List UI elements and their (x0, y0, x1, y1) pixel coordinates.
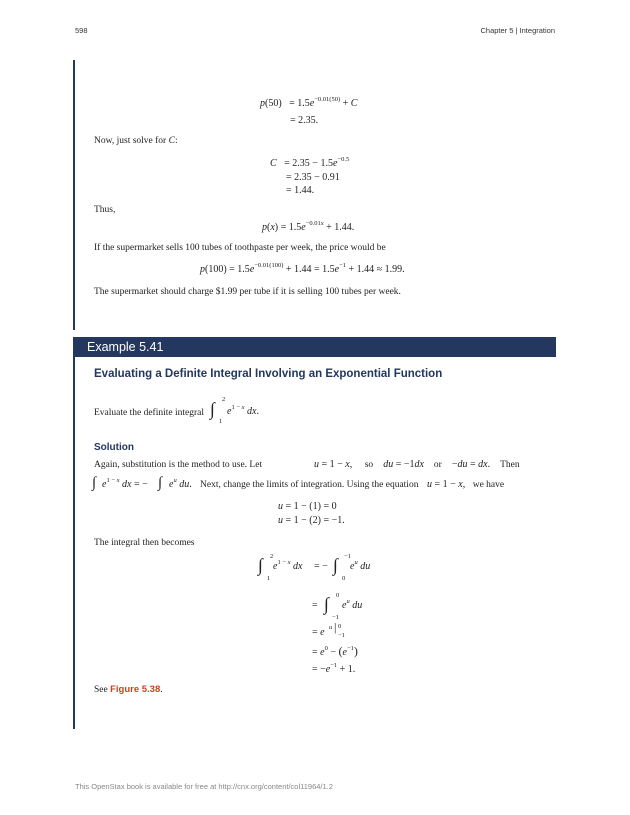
page-number: 598 (75, 26, 88, 35)
solution-line-2-integral: ∫ $e^{1 - x}$ dx = − ∫ $e^u$ du. (92, 475, 192, 491)
solution-line-2: Next, change the limits of integration. Using the equation (200, 480, 419, 490)
figure-link[interactable]: Figure 5.38 (110, 684, 161, 695)
footer-availability: This OpenStax book is available for free at http://cnx.org/content/col11964/1.2 (75, 782, 333, 791)
equation-c-line2: = 2.35 − 0.91 (286, 172, 340, 183)
solution-line-1: Again, substitution is the method to use. Let (94, 460, 263, 470)
integral-prompt: ∫ 2 1 $e^{1 - x}$ dx. (210, 396, 259, 425)
text-thus: Thus, (94, 205, 116, 215)
example-banner (73, 337, 556, 357)
chapter-title: Chapter 5 | Integration (480, 26, 555, 35)
equation-p50-result: = 2.35. (290, 115, 319, 126)
equation-px: $p(x) = 1.5e^{-0.01x} + 1.44$. (262, 220, 355, 233)
equation-u2: u = 1 − (2) = −1. (278, 515, 345, 526)
derivation-line-4: = $e^0 - (e^{-1})$ (312, 644, 358, 658)
text-if-supermarket: If the supermarket sells 100 tubes of toothpaste per week, the price would be (94, 243, 386, 253)
equation-u1: u = 1 − (1) = 0 (278, 501, 337, 512)
text-now-solve: Now, just solve for C: (94, 136, 178, 146)
text-evaluate: Evaluate the definite integral (94, 408, 204, 418)
example-side-bar-top (73, 60, 75, 330)
solution-line-1-math: u = 1 − x, so du = −1dx or −du = dx. Then (314, 459, 520, 470)
derivation-line-5: = $-e^{-1} + 1$. (312, 662, 356, 675)
text-should-charge: The supermarket should charge $1.99 per tube if it is selling 100 tubes per week. (94, 287, 401, 297)
text-see-figure: See Figure 5.38. (94, 684, 163, 695)
derivation-line-1: ∫ 2 1 $e^{1 - x}$ dx = − ∫ −1 0 $e^u$ du (258, 553, 371, 582)
solution-line-2-math: u = 1 − x, we have (427, 479, 505, 490)
derivation-line-2: = ∫ 0 −1 $e^u$ du (312, 592, 363, 621)
equation-p50: $p(50) = 1.5e^{-0.01(50)} + C$ (260, 96, 358, 109)
equation-p100: $p(100) = 1.5e^{-0.01(100)} + 1.44 = 1.5e^{-1} + 1.44 \approx 1.99$. (200, 262, 405, 275)
example-label: Example 5.41 (87, 340, 164, 354)
example-side-bar-bottom (73, 356, 75, 729)
text-integral-becomes: The integral then becomes (94, 538, 195, 548)
derivation-line-3: = e u | 0 −1 (312, 620, 345, 639)
equation-c-line3: = 1.44. (286, 185, 315, 196)
solution-heading: Solution (94, 442, 134, 453)
equation-c-line1: $C = 2.35 - 1.5e^{-0.5}$ (270, 156, 350, 169)
example-title: Evaluating a Definite Integral Involving an Exponential Function (94, 368, 443, 380)
